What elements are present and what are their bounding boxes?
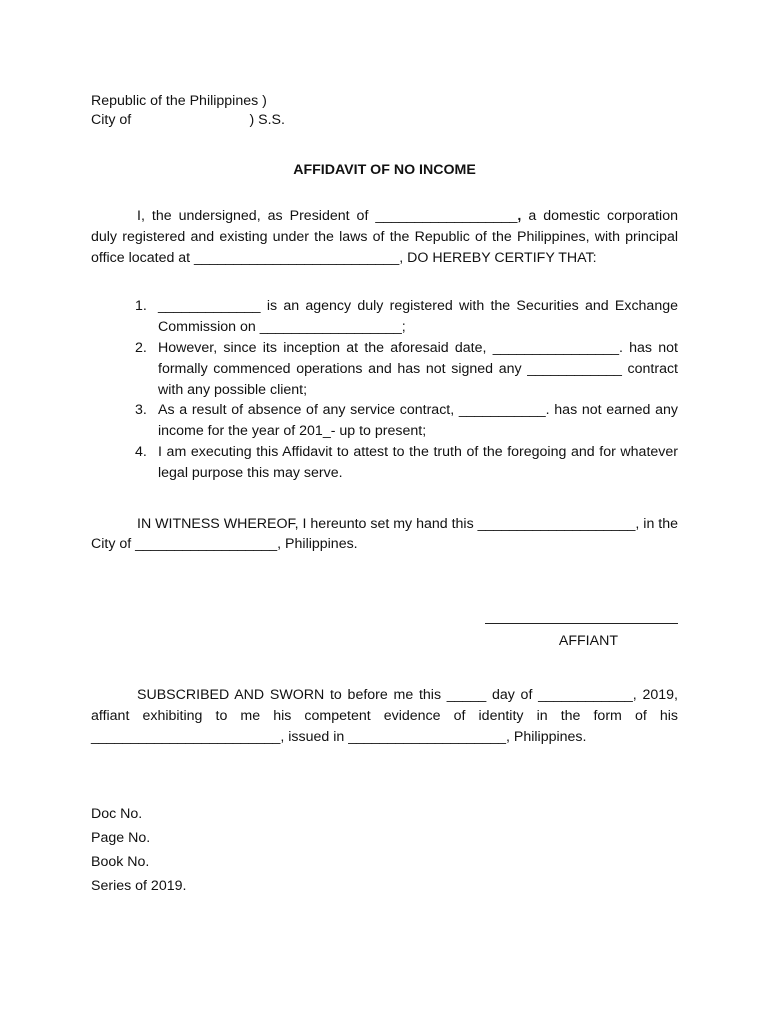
list-item-number: 3.: [135, 402, 147, 419]
intro-comma: ,: [517, 208, 522, 224]
venue-city: City of ) S.S.: [91, 112, 285, 128]
list-item-number: 2.: [135, 339, 147, 356]
page-no: Page No.: [91, 829, 151, 846]
signature-block: [91, 613, 678, 653]
list-item: [91, 442, 678, 484]
intro-paragraph: [91, 206, 678, 268]
intro-text-part2: a domestic corporation duly registered and existing under the laws of the Republic of the Philippines, with principal office located at __________________________, DO HEREBY CERTIFY THAT:: [91, 208, 678, 266]
series-year: Series of 2019.: [91, 878, 187, 895]
document-title: AFFIDAVIT OF NO INCOME: [293, 162, 476, 178]
affidavit-body: [91, 92, 678, 899]
intro-text-part1: I, the undersigned, as President of __________________: [137, 208, 518, 224]
list-item-number: 4.: [135, 443, 147, 460]
list-item-text: _____________ is an agency duly registered with the Securities and Exchange Commission on __________________;: [158, 298, 678, 336]
affiant-label: AFFIANT: [558, 633, 618, 650]
list-item: [91, 296, 678, 338]
venue-block: [91, 92, 678, 130]
jurat-paragraph: SUBSCRIBED AND SWORN to before me this _____ day of ____________, 2019, affiant exhibiting to me his competent evidence of identity in the form of his ________________________, issued in ____________________, Philippines.: [91, 687, 678, 745]
list-item-text: I am executing this Affidavit to attest to the truth of the foregoing and for whatever legal purpose this may serve.: [158, 443, 678, 481]
list-item-text: As a result of absence of any service contract, ___________. has not earned any income for the year of 201_- up to present;: [158, 402, 678, 440]
witness-paragraph: IN WITNESS WHEREOF, I hereunto set my hand this ____________________, in the City of __________________, Philippines.: [91, 515, 679, 553]
certification-list: [91, 296, 678, 483]
signature-line: [485, 613, 678, 624]
venue-republic: Republic of the Philippines ): [91, 93, 267, 109]
list-item-text: However, since its inception at the aforesaid date, ________________. has not formally commenced operations and has not signed any ____________ contract with any possible client;: [158, 339, 678, 398]
book-no: Book No.: [91, 854, 150, 871]
doc-no: Doc No.: [91, 805, 143, 822]
list-item: [91, 338, 678, 400]
list-item-number: 1.: [135, 298, 147, 315]
list-item: [91, 400, 678, 442]
notarial-block: [91, 802, 678, 899]
